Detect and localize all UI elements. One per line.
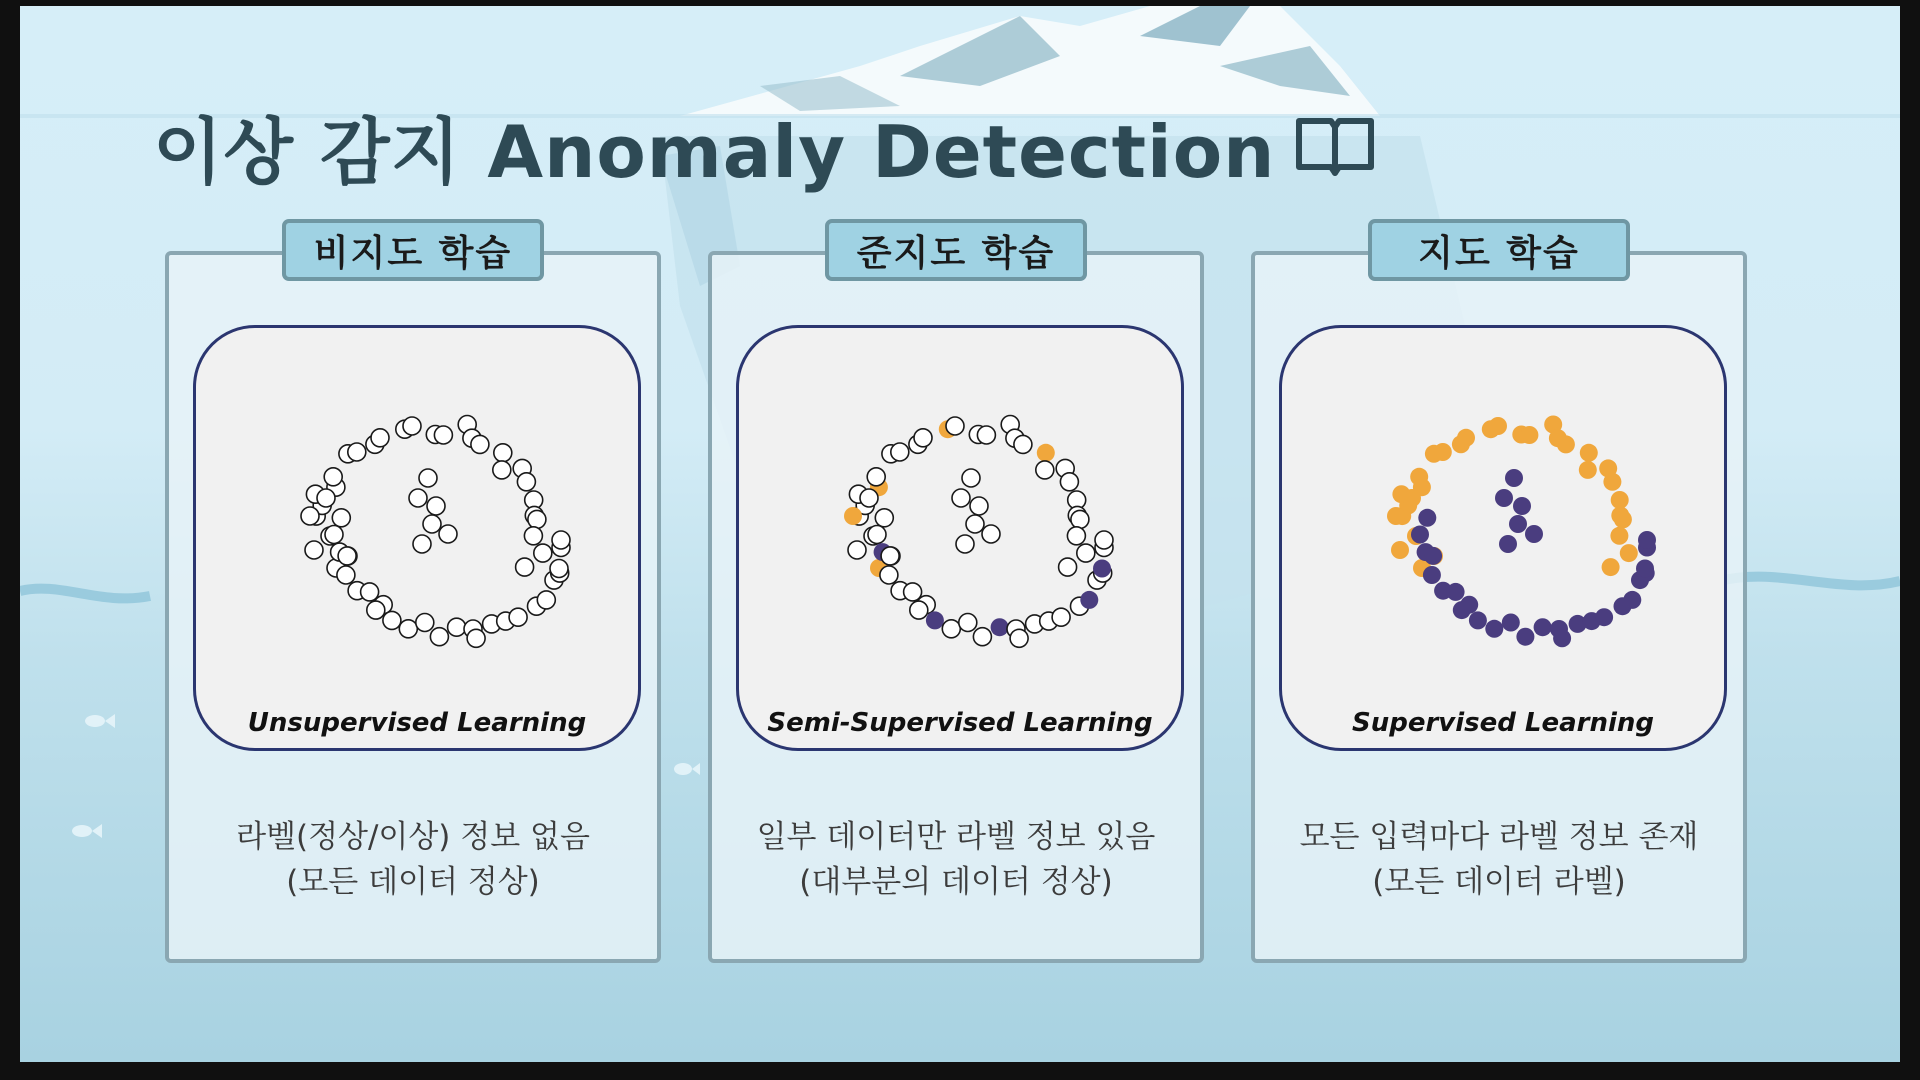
description-line-1: 모든 입력마다 라벨 정보 존재: [1299, 819, 1699, 855]
unlabeled-point: [1010, 629, 1028, 647]
unlabeled-point: [860, 489, 878, 507]
unlabeled-point: [439, 525, 457, 543]
unlabeled-point: [1067, 527, 1085, 545]
anomaly-labeled-point: [991, 618, 1009, 636]
card-description-semi-supervised: [712, 815, 1200, 905]
anomaly-labeled-point: [1485, 620, 1503, 638]
anomaly-labeled-point: [1534, 618, 1552, 636]
card-label-unsupervised: 비지도 학습: [282, 219, 544, 281]
normal-labeled-point: [1603, 473, 1621, 491]
normal-labeled-point: [844, 507, 862, 525]
description-line-1: 라벨(정상/이상) 정보 없음: [236, 819, 590, 855]
title-text: 이상 감지 Anomaly Detection: [153, 110, 1276, 194]
anomaly-labeled-point: [1453, 601, 1471, 619]
anomaly-labeled-point: [1418, 509, 1436, 527]
normal-labeled-point: [1403, 489, 1421, 507]
unlabeled-point: [324, 468, 342, 486]
unlabeled-point: [448, 618, 466, 636]
unlabeled-point: [959, 614, 977, 632]
unlabeled-point: [977, 426, 995, 444]
anomaly-labeled-point: [1595, 608, 1613, 626]
unlabeled-point: [1014, 435, 1032, 453]
scatter-panel-unsupervised: [193, 325, 641, 751]
card-unsupervised: [165, 232, 661, 963]
unlabeled-point: [875, 509, 893, 527]
unlabeled-point: [956, 535, 974, 553]
slide: [20, 6, 1900, 1062]
unlabeled-point: [332, 509, 350, 527]
unlabeled-point: [942, 620, 960, 638]
unlabeled-point: [880, 566, 898, 584]
anomaly-labeled-point: [1411, 526, 1429, 544]
unlabeled-point: [550, 560, 568, 578]
unlabeled-point: [946, 417, 964, 435]
normal-labeled-point: [1611, 491, 1629, 509]
unlabeled-point: [537, 591, 555, 609]
unlabeled-point: [1071, 510, 1089, 528]
anomaly-labeled-point: [1509, 515, 1527, 533]
unlabeled-point: [516, 558, 534, 576]
unlabeled-point: [416, 614, 434, 632]
unlabeled-point: [867, 468, 885, 486]
unlabeled-point: [1036, 461, 1054, 479]
card-description-supervised: [1255, 815, 1743, 905]
description-line-2: (모든 데이터 정상): [286, 864, 540, 900]
unlabeled-point: [1077, 544, 1095, 562]
normal-labeled-point: [1457, 429, 1475, 447]
scatter-plot-unsupervised: [196, 328, 638, 748]
anomaly-labeled-point: [1513, 497, 1531, 515]
anomaly-labeled-point: [1447, 583, 1465, 601]
normal-labeled-point: [1520, 426, 1538, 444]
unlabeled-point: [966, 515, 984, 533]
unlabeled-point: [910, 601, 928, 619]
normal-labeled-point: [1434, 443, 1452, 461]
anomaly-labeled-point: [1080, 591, 1098, 609]
anomaly-labeled-point: [926, 611, 944, 629]
unlabeled-point: [348, 443, 366, 461]
anomaly-labeled-point: [1424, 547, 1442, 565]
normal-labeled-point: [1579, 461, 1597, 479]
panel-caption-semi-supervised: Semi-Supervised Learning: [767, 708, 1153, 738]
anomaly-labeled-point: [1525, 525, 1543, 543]
unlabeled-point: [409, 489, 427, 507]
unlabeled-point: [494, 444, 512, 462]
panel-caption-supervised: Supervised Learning: [1351, 708, 1655, 738]
open-book-icon: [1293, 115, 1377, 177]
unlabeled-point: [1052, 608, 1070, 626]
normal-labeled-point: [1610, 527, 1628, 545]
anomaly-labeled-point: [1638, 531, 1656, 549]
card-semi-supervised: [708, 232, 1204, 963]
unlabeled-point: [427, 497, 445, 515]
anomaly-labeled-point: [1636, 560, 1654, 578]
unlabeled-point: [848, 541, 866, 559]
card-label-supervised: 지도 학습: [1368, 219, 1630, 281]
anomaly-labeled-point: [1502, 614, 1520, 632]
unlabeled-point: [552, 531, 570, 549]
unlabeled-point: [493, 461, 511, 479]
unlabeled-point: [868, 526, 886, 544]
unlabeled-point: [367, 601, 385, 619]
anomaly-labeled-point: [1505, 469, 1523, 487]
anomaly-labeled-point: [1553, 629, 1571, 647]
normal-labeled-point: [1602, 558, 1620, 576]
unlabeled-point: [1060, 473, 1078, 491]
unlabeled-point: [891, 443, 909, 461]
normal-labeled-point: [1489, 417, 1507, 435]
unlabeled-point: [970, 497, 988, 515]
unlabeled-point: [419, 469, 437, 487]
unlabeled-point: [962, 469, 980, 487]
unlabeled-point: [423, 515, 441, 533]
unlabeled-point: [471, 435, 489, 453]
normal-labeled-point: [1037, 444, 1055, 462]
unlabeled-point: [534, 544, 552, 562]
page-title: [153, 94, 1377, 198]
card-label-semi-supervised: 준지도 학습: [825, 219, 1087, 281]
unlabeled-point: [952, 489, 970, 507]
unlabeled-point: [325, 526, 343, 544]
anomaly-labeled-point: [1495, 489, 1513, 507]
unlabeled-point: [524, 527, 542, 545]
unlabeled-point: [914, 429, 932, 447]
unlabeled-point: [528, 510, 546, 528]
scatter-panel-semi-supervised: [736, 325, 1184, 751]
card-description-unsupervised: [169, 815, 657, 905]
description-line-2: (모든 데이터 라벨): [1372, 864, 1626, 900]
normal-labeled-point: [1387, 507, 1405, 525]
anomaly-labeled-point: [1469, 611, 1487, 629]
anomaly-labeled-point: [1093, 560, 1111, 578]
panel-caption-unsupervised: Unsupervised Learning: [247, 708, 587, 738]
unlabeled-point: [337, 566, 355, 584]
normal-labeled-point: [1391, 541, 1409, 559]
unlabeled-point: [434, 426, 452, 444]
unlabeled-point: [467, 629, 485, 647]
description-line-2: (대부분의 데이터 정상): [799, 864, 1113, 900]
unlabeled-point: [1095, 531, 1113, 549]
unlabeled-point: [430, 628, 448, 646]
normal-labeled-point: [1620, 544, 1638, 562]
anomaly-labeled-point: [1516, 628, 1534, 646]
scatter-plot-supervised: [1282, 328, 1724, 748]
unlabeled-point: [301, 507, 319, 525]
description-line-1: 일부 데이터만 라벨 정보 있음: [756, 819, 1156, 855]
unlabeled-point: [305, 541, 323, 559]
unlabeled-point: [973, 628, 991, 646]
unlabeled-point: [413, 535, 431, 553]
unlabeled-point: [317, 489, 335, 507]
unlabeled-point: [399, 620, 417, 638]
card-supervised: [1251, 232, 1747, 963]
normal-labeled-point: [1410, 468, 1428, 486]
scatter-panel-supervised: [1279, 325, 1727, 751]
unlabeled-point: [982, 525, 1000, 543]
unlabeled-point: [509, 608, 527, 626]
unlabeled-point: [1059, 558, 1077, 576]
anomaly-labeled-point: [1423, 566, 1441, 584]
unlabeled-point: [881, 547, 899, 565]
unlabeled-point: [517, 473, 535, 491]
unlabeled-point: [338, 547, 356, 565]
normal-labeled-point: [1580, 444, 1598, 462]
unlabeled-point: [383, 611, 401, 629]
anomaly-labeled-point: [1499, 535, 1517, 553]
scatter-plot-semi-supervised: [739, 328, 1181, 748]
normal-labeled-point: [1614, 510, 1632, 528]
normal-labeled-point: [1557, 435, 1575, 453]
anomaly-labeled-point: [1623, 591, 1641, 609]
unlabeled-point: [371, 429, 389, 447]
unlabeled-point: [403, 417, 421, 435]
